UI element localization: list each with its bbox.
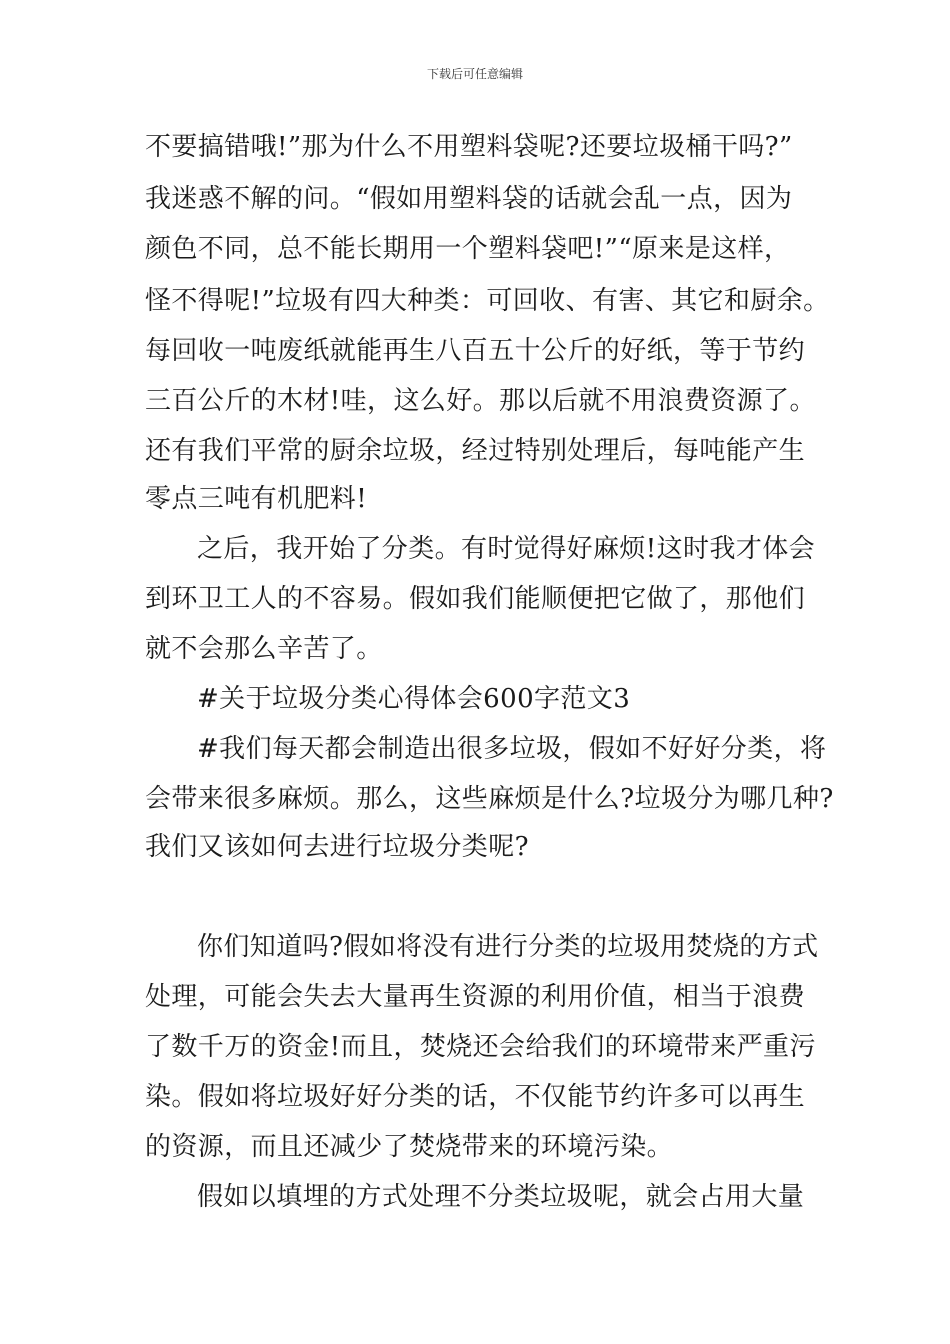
- text-line: 你们知道吗?假如将没有进行分类的垃圾用焚烧的方式: [197, 932, 819, 962]
- text-line: 之后，我开始了分类。有时觉得好麻烦!这时我才体会: [197, 534, 816, 564]
- text-line: 到环卫工人的不容易。假如我们能顺便把它做了，那他们: [145, 584, 806, 614]
- text-line: 颜色不同，总不能长期用一个塑料袋吧!”“原来是这样，: [145, 234, 791, 264]
- text-line: 零点三吨有机肥料!: [145, 484, 368, 514]
- text-line: 我们又该如何去进行垃圾分类呢?: [145, 832, 529, 862]
- text-line: 怪不得呢!”垃圾有四大种类：可回收、有害、其它和厨余。: [145, 286, 830, 316]
- text-line: 三百公斤的木材!哇，这么好。那以后就不用浪费资源了。: [145, 386, 816, 416]
- text-line: 处理，可能会失去大量再生资源的利用价值，相当于浪费: [145, 982, 806, 1012]
- text-line: 了数千万的资金!而且，焚烧还会给我们的环境带来严重污: [145, 1032, 816, 1062]
- text-line: 每回收一吨废纸就能再生八百五十公斤的好纸，等于节约: [145, 336, 806, 366]
- text-line: 我迷惑不解的问。“假如用塑料袋的话就会乱一点，因为: [145, 184, 793, 214]
- text-line: #我们每天都会制造出很多垃圾，假如不好好分类，将: [197, 734, 827, 764]
- page-header-note: 下载后可任意编辑: [426, 67, 523, 81]
- text-line: 假如以填埋的方式处理不分类垃圾呢，就会占用大量: [197, 1182, 805, 1212]
- text-line: 的资源，而且还减少了焚烧带来的环境污染。: [145, 1132, 674, 1162]
- text-line: 就不会那么辛苦了。: [145, 634, 383, 664]
- text-line: 会带来很多麻烦。那么，这些麻烦是什么?垃圾分为哪几种?: [145, 784, 834, 814]
- text-line: 不要搞错哦!”那为什么不用塑料袋呢?还要垃圾桶干吗?”: [145, 132, 793, 162]
- section-heading: #关于垃圾分类心得体会600字范文3: [197, 684, 631, 714]
- text-line: 染。假如将垃圾好好分类的话，不仅能节约许多可以再生: [145, 1082, 806, 1112]
- text-line: 还有我们平常的厨余垃圾，经过特别处理后，每吨能产生: [145, 436, 806, 466]
